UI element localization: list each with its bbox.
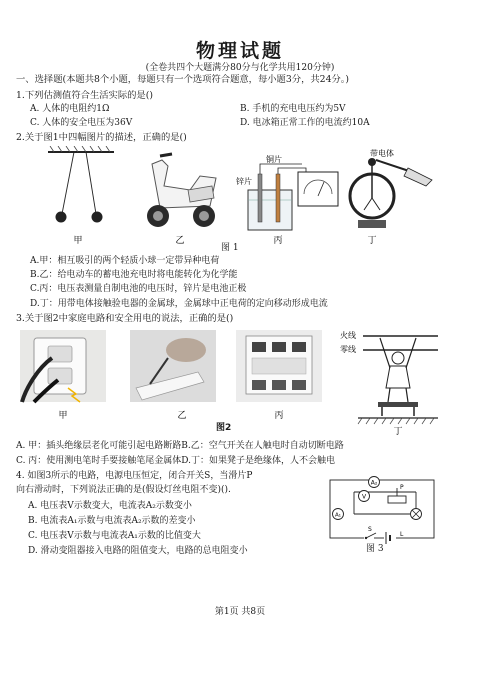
- fig2-test-pen-photo: [130, 330, 216, 402]
- fig2-label-jia: 甲: [58, 411, 68, 421]
- fig2-air-switch-photo: [236, 330, 322, 402]
- q2-option-c: C.丙：电压表测量自制电池的电压时，锌片是电池正极: [30, 284, 247, 294]
- q1-option-a: A. 人体的电阻约1Ω: [30, 104, 110, 114]
- fig2-fire-wire-label: 火线: [340, 331, 356, 340]
- fig3-caption: 图 3: [366, 544, 384, 554]
- q4-option-c: C. 电压表V示数与电流表A₁示数的比值变大: [28, 531, 201, 541]
- page-footer: 第1页 共8页: [214, 607, 266, 617]
- q2-option-d: D.丁：用带电体接触验电器的金属球，金属球中正电荷的定向移动形成电流: [30, 299, 328, 309]
- fig3-label-l: L: [400, 531, 404, 538]
- fig1-label-bing: 丙: [273, 236, 283, 246]
- q3-options-line-1: A. 甲：插头绝缘层老化可能引起电路断路B.乙：空气开关在人触电时自动切断电路: [16, 441, 344, 451]
- fig1-label-ding: 丁: [367, 236, 377, 246]
- fig3-label-v: V: [361, 493, 367, 501]
- q4-stem-line-1: 4. 如图3所示的电路，电源电压恒定，闭合开关S，当滑片P: [16, 471, 253, 481]
- fig2-socket-photo: [20, 330, 106, 402]
- fig3-label-s: S: [368, 526, 372, 533]
- fig1-electric-scooter: [147, 154, 216, 227]
- fig2-caption: 图2: [216, 423, 232, 433]
- page-title: 物理试题: [195, 40, 284, 62]
- q4-option-d: D. 滑动变阻器接入电路的阻值变大，电路的总电阻变小: [28, 546, 248, 556]
- fig2-neutral-wire-label: 零线: [340, 345, 356, 354]
- fig2-label-bing: 丙: [274, 411, 284, 421]
- fig1-caption: 图 1: [221, 243, 239, 253]
- fig2-label-ding: 丁: [393, 427, 403, 436]
- fig1-homemade-battery: [248, 164, 338, 230]
- q1-option-c: C. 人体的安全电压为36V: [30, 118, 133, 128]
- fig1-label-yi: 乙: [175, 236, 185, 246]
- q3-stem: 3.关于图2中家庭电路和安全用电的说法，正确的是(): [16, 313, 234, 324]
- fig1-zinc-label: 锌片: [236, 177, 252, 186]
- fig1-electroscope: [350, 158, 432, 228]
- fig1-label-jia: 甲: [73, 236, 83, 246]
- fig3-rheostat: [388, 496, 406, 503]
- fig2-person-on-stool: [358, 336, 438, 424]
- fig3-label-a1: A₁: [335, 512, 341, 519]
- section-heading: 一、选择题(本题共8个小题，每题只有一个选项符合题意，每小题3分，共24分。): [16, 74, 350, 85]
- q4-option-b: B. 电流表A₁示数与电流表A₂示数的差变小: [28, 516, 196, 526]
- figure-1: [40, 146, 450, 256]
- q4-option-a: A. 电压表V示数变大，电流表A₂示数变小: [28, 501, 192, 511]
- fig1-pendulum-balls: [48, 146, 114, 223]
- fig1-copper-label: 铜片: [266, 155, 282, 164]
- q1-option-d: D. 电冰箱正常工作的电流约10A: [240, 118, 370, 128]
- q4-stem-line-2: 向右滑动时，下列说法正确的是(假设灯丝电阻不变)().: [16, 485, 231, 495]
- fig3-label-a2: A₂: [370, 479, 378, 487]
- page-subtitle: (全卷共四个大题满分80分与化学共用120分钟): [145, 63, 335, 73]
- q1-option-b: B. 手机的充电电压约为5V: [240, 104, 346, 114]
- q2-option-b: B.乙：给电动车的蓄电池充电时将电能转化为化学能: [30, 270, 238, 280]
- q2-option-a: A.甲：相互吸引的两个轻质小球一定带异种电荷: [30, 256, 220, 266]
- q3-options-line-2: C. 丙：使用测电笔时手要接触笔尾金属体D.丁：如果凳子是绝缘体，人不会触电: [16, 456, 336, 466]
- fig2-label-yi: 乙: [177, 411, 187, 421]
- q2-stem: 2.关于图1中四幅图片的描述，正确的是(): [16, 132, 187, 143]
- fig1-charged-body-label: 带电体: [370, 149, 394, 158]
- q1-stem: 1.下列估测值符合生活实际的是(): [16, 90, 153, 101]
- fig3-label-p: P: [400, 484, 404, 491]
